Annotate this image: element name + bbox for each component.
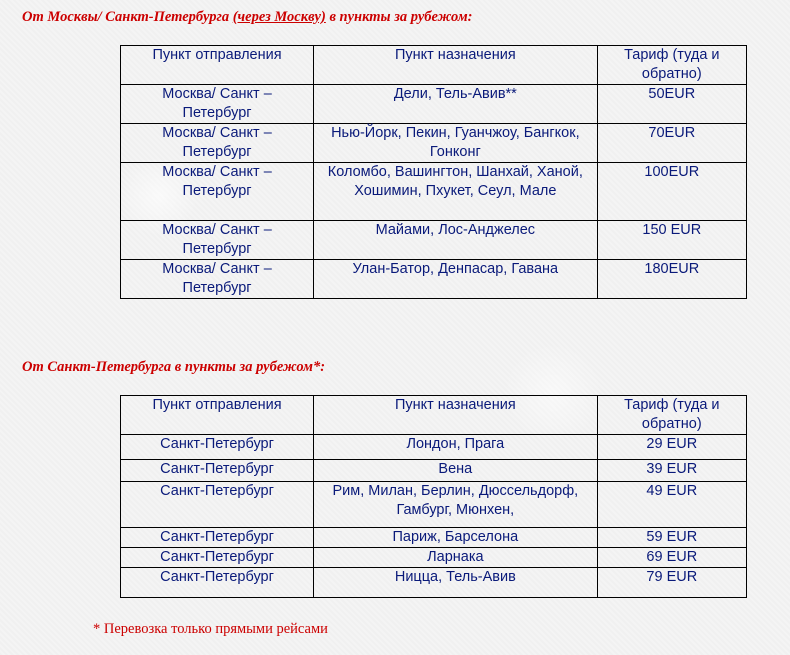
cell-destination: Ларнака (314, 548, 598, 568)
cell-destination: Нью-Йорк, Пекин, Гуанчжоу, Бангкок, Гонконг (314, 124, 598, 163)
cell-departure: Санкт-Петербург (121, 482, 314, 528)
section2-heading-part2: в пункты за рубежом*: (174, 359, 326, 375)
header-departure: Пункт отправления (121, 46, 314, 85)
cell-departure: Санкт-Петербург (121, 548, 314, 568)
table-row (121, 124, 747, 163)
section2-heading-part1: От Санкт-Петербурга (22, 359, 175, 375)
cell-fare: 50EUR (597, 85, 746, 124)
cell-fare: 180EUR (597, 260, 746, 299)
cell-departure: Санкт-Петербург (121, 435, 314, 460)
header-fare: Тариф (туда и обратно) (597, 46, 746, 85)
section1-heading-part3: в пункты за рубежом: (325, 9, 473, 25)
section1-heading-via-moscow: (через Москву) (232, 9, 326, 25)
cell-fare: 39 EUR (597, 460, 746, 482)
cell-fare: 49 EUR (597, 482, 746, 528)
cell-fare: 29 EUR (597, 435, 746, 460)
section1-heading-part1: От Москвы/ Санкт-Петербурга (22, 9, 233, 25)
cell-fare: 70EUR (597, 124, 746, 163)
cell-destination: Майами, Лос-Анджелес (314, 221, 598, 260)
table-row (121, 260, 747, 299)
table-header-row (121, 46, 747, 85)
cell-fare: 79 EUR (597, 568, 746, 598)
table-row (121, 163, 747, 221)
cell-departure: Санкт-Петербург (121, 528, 314, 548)
table-row (121, 528, 747, 548)
table-row (121, 482, 747, 528)
header-destination: Пункт назначения (314, 46, 598, 85)
cell-destination: Рим, Милан, Берлин, Дюссельдорф, Гамбург, Мюнхен, (314, 482, 598, 528)
cell-fare: 100EUR (597, 163, 746, 221)
cell-destination: Ницца, Тель-Авив (314, 568, 598, 598)
table-row (121, 548, 747, 568)
table-row (121, 460, 747, 482)
cell-destination: Дели, Тель-Авив** (314, 85, 598, 124)
section2-heading (22, 359, 325, 376)
header-departure: Пункт отправления (121, 396, 314, 435)
cell-destination: Коломбо, Вашингтон, Шанхай, Ханой, Хошимин, Пхукет, Сеул, Мале (314, 163, 598, 221)
cell-destination: Улан-Батор, Денпасар, Гавана (314, 260, 598, 299)
footnote-direct-flights: * Перевозка только прямыми рейсами (93, 621, 328, 637)
table-header-row (121, 396, 747, 435)
cell-destination: Вена (314, 460, 598, 482)
section1-heading (22, 9, 472, 26)
cell-departure: Санкт-Петербург (121, 568, 314, 598)
cell-departure: Москва/ Санкт – Петербург (121, 163, 314, 221)
cell-departure: Москва/ Санкт – Петербург (121, 85, 314, 124)
cell-destination: Париж, Барселона (314, 528, 598, 548)
cell-departure: Москва/ Санкт – Петербург (121, 260, 314, 299)
header-destination: Пункт назначения (314, 396, 598, 435)
tariff-table-spb (120, 395, 747, 598)
table-row (121, 221, 747, 260)
cell-fare: 150 EUR (597, 221, 746, 260)
table-row (121, 568, 747, 598)
table-row (121, 85, 747, 124)
cell-departure: Санкт-Петербург (121, 460, 314, 482)
table-row (121, 435, 747, 460)
cell-departure: Москва/ Санкт – Петербург (121, 124, 314, 163)
header-fare: Тариф (туда и обратно) (597, 396, 746, 435)
cell-fare: 59 EUR (597, 528, 746, 548)
cell-fare: 69 EUR (597, 548, 746, 568)
cell-departure: Москва/ Санкт – Петербург (121, 221, 314, 260)
cell-destination: Лондон, Прага (314, 435, 598, 460)
tariff-table-moscow (120, 45, 747, 299)
